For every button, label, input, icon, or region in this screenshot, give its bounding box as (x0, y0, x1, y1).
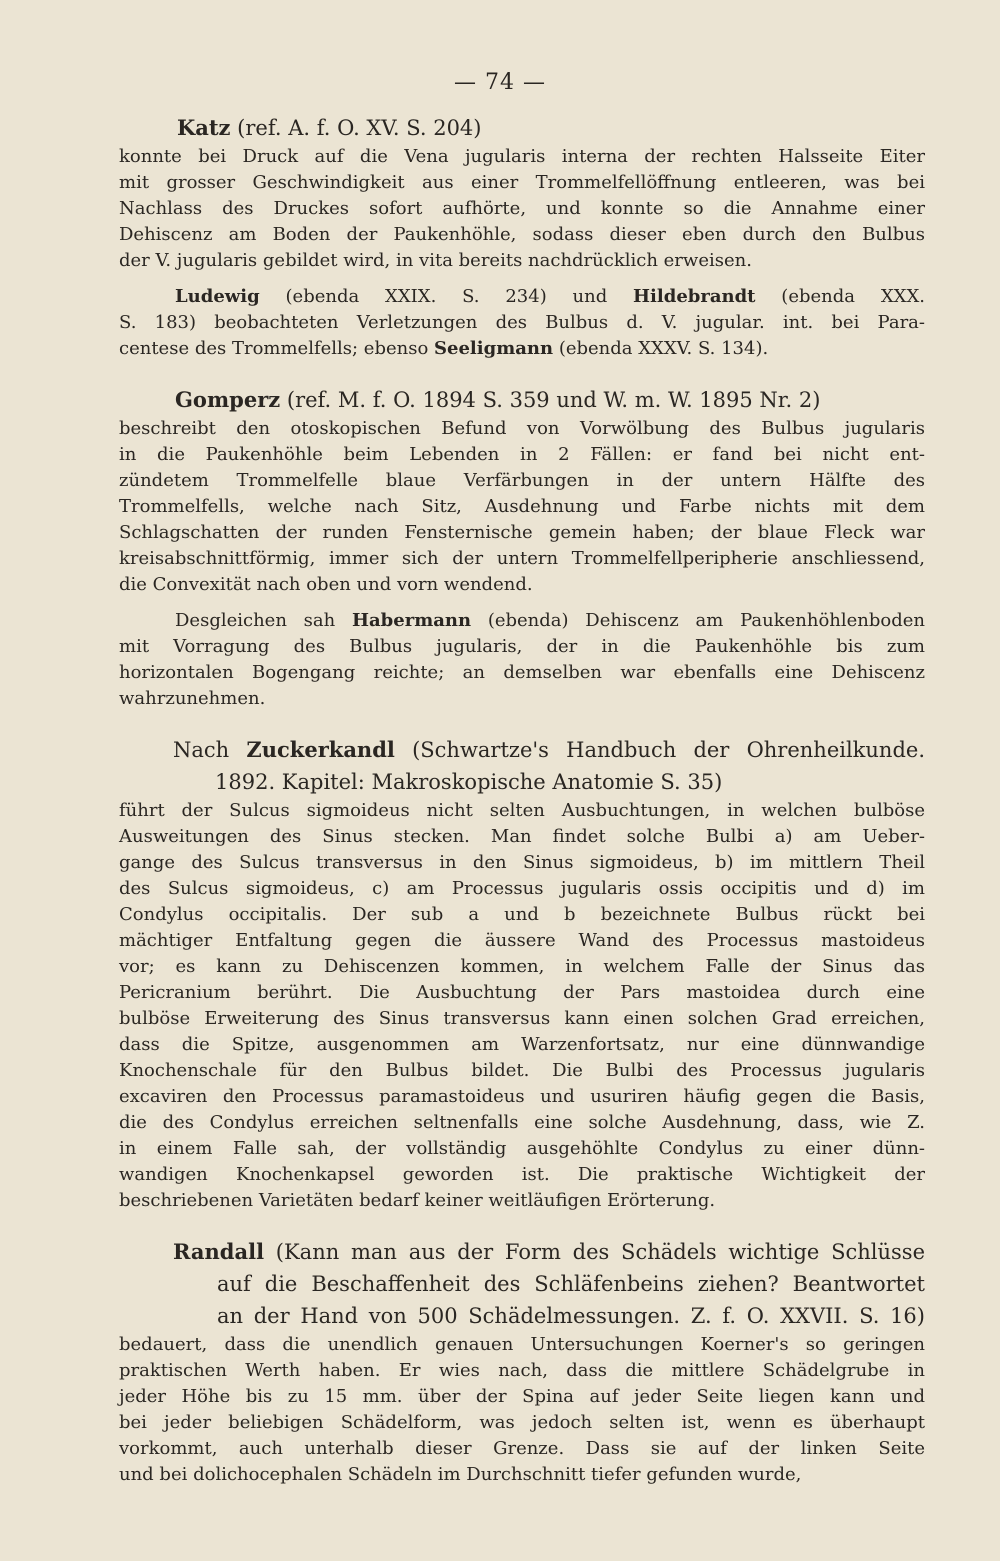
text-run: zündetem Trommelfelle blaue Verfärbungen in der untern Hälfte des (119, 470, 925, 491)
text-line (119, 1058, 925, 1084)
text-run: des Sulcus sigmoideus, c) am Processus jugularis ossis occipitis und d) im (119, 878, 925, 899)
text-line (119, 170, 925, 196)
text-line (119, 520, 925, 546)
author-name: Seeligmann (434, 338, 554, 359)
text-line (119, 1006, 925, 1032)
text-run: der V. jugularis gebildet wird, in vita bereits nachdrücklich erweisen. (119, 250, 752, 271)
text-line (119, 980, 925, 1006)
author-name: Habermann (352, 610, 472, 631)
text-run: wahrzunehmen. (119, 688, 266, 709)
text-run: centese des Trommelfells; ebenso (119, 338, 435, 359)
text-run: konnte bei Druck auf die Vena jugularis interna der rechten Halsseite Eiter (119, 146, 925, 167)
text-line (119, 310, 925, 336)
paragraph-spacer (119, 274, 925, 284)
text-run: (ref. M. f. O. 1894 S. 359 und W. m. W. 1895 Nr. 2) (280, 388, 821, 412)
text-line (119, 222, 925, 248)
author-name: Randall (173, 1239, 265, 1264)
text-run: Ausweitungen des Sinus stecken. Man findet solche Bulbi a) am Ueber- (119, 826, 925, 847)
author-name: Hildebrandt (633, 286, 756, 307)
text-run: praktischen Werth haben. Er wies nach, dass die mittlere Schädelgrube in (119, 1360, 925, 1381)
text-run: mit Vorragung des Bulbus jugularis, der in die Paukenhöhle bis zum (119, 636, 925, 657)
text-line (119, 876, 925, 902)
text-line (119, 608, 925, 634)
text-run: Knochenschale für den Bulbus bildet. Die Bulbi des Processus jugularis (119, 1060, 925, 1081)
text-run: kreisabschnittförmig, immer sich der untern Trommelfellperipherie anschliessend, (119, 548, 925, 569)
text-line (119, 572, 925, 598)
text-run: excaviren den Processus paramastoideus und usuriren häufig gegen die Basis, (119, 1086, 925, 1107)
text-line (119, 336, 925, 362)
text-line (119, 686, 925, 712)
text-run: (Schwartze's Handbuch der Ohrenheilkunde. (394, 738, 926, 762)
entry-heading (119, 1268, 925, 1300)
text-line (119, 546, 925, 572)
text-run: vorkommt, auch unterhalb dieser Grenze. Dass sie auf der linken Seite (119, 1438, 925, 1459)
text-run: Condylus occipitalis. Der sub a und b bezeichnete Bulbus rückt bei (119, 904, 925, 925)
entry-heading (119, 112, 925, 144)
text-line (119, 928, 925, 954)
entry-heading (119, 1300, 925, 1332)
text-run: jeder Höhe bis zu 15 mm. über der Spina auf jeder Seite liegen kann und (119, 1386, 925, 1407)
text-run: S. 183) beobachteten Verletzungen des Bulbus d. V. jugular. int. bei Para- (119, 312, 925, 333)
text-line (119, 1436, 925, 1462)
body-text (119, 112, 925, 1488)
text-run: (ref. A. f. O. XV. S. 204) (230, 116, 482, 140)
page-number: — 74 — (454, 70, 546, 95)
text-run: (Kann man aus der Form des Schädels wichtige Schlüsse (264, 1240, 925, 1264)
text-run: 1892. Kapitel: Makroskopische Anatomie S. 35) (215, 770, 723, 794)
text-line (119, 1384, 925, 1410)
text-line (119, 660, 925, 686)
text-line (119, 1084, 925, 1110)
entry-heading (119, 384, 925, 416)
text-run: bei jeder beliebigen Schädelform, was jedoch selten ist, wenn es überhaupt (119, 1412, 925, 1433)
text-line (119, 902, 925, 928)
text-run: bedauert, dass die unendlich genauen Untersuchungen Koerner's so geringen (119, 1334, 925, 1355)
text-run: horizontalen Bogengang reichte; an demselben war ebenfalls eine Dehiscenz (119, 662, 925, 683)
paragraph-spacer (119, 1214, 925, 1236)
text-line (119, 1462, 925, 1488)
text-run: Nachlass des Druckes sofort aufhörte, und konnte so die Annahme einer (119, 198, 925, 219)
author-name: Ludewig (175, 286, 260, 307)
text-line (119, 1358, 925, 1384)
text-run: mächtiger Entfaltung gegen die äussere Wand des Processus mastoideus (119, 930, 925, 951)
text-line (119, 1188, 925, 1214)
text-line (119, 248, 925, 274)
text-run: mit grosser Geschwindigkeit aus einer Trommelfellöffnung entleeren, was bei (119, 172, 925, 193)
author-name: Katz (177, 115, 231, 140)
author-name: Gomperz (175, 387, 281, 412)
text-line (119, 1162, 925, 1188)
text-line (119, 468, 925, 494)
text-line (119, 494, 925, 520)
text-line (119, 1410, 925, 1436)
text-run: beschriebenen Varietäten bedarf keiner weitläufigen Erörterung. (119, 1190, 716, 1211)
text-run: an der Hand von 500 Schädelmessungen. Z. f. O. XXVII. S. 16) (217, 1304, 925, 1328)
text-run: (ebenda) Dehiscenz am Paukenhöhlenboden (471, 610, 925, 631)
text-line (119, 1110, 925, 1136)
text-line (119, 954, 925, 980)
entry-heading (119, 1236, 925, 1268)
text-run: Trommelfells, welche nach Sitz, Ausdehnung und Farbe nichts mit dem (119, 496, 925, 517)
text-run: wandigen Knochenkapsel geworden ist. Die praktische Wichtigkeit der (119, 1164, 925, 1185)
text-line (119, 1136, 925, 1162)
text-run: dass die Spitze, ausgenommen am Warzenfortsatz, nur eine dünnwandige (119, 1034, 925, 1055)
text-run: beschreibt den otoskopischen Befund von Vorwölbung des Bulbus jugularis (119, 418, 925, 439)
text-line (119, 850, 925, 876)
text-run: Schlagschatten der runden Fensternische gemein haben; der blaue Fleck war (119, 522, 925, 543)
text-run: (ebenda XXX. (755, 286, 925, 307)
text-run: in die Paukenhöhle beim Lebenden in 2 Fällen: er fand bei nicht ent- (119, 444, 925, 465)
text-line (119, 284, 925, 310)
text-run: (ebenda XXXV. S. 134). (553, 338, 769, 359)
text-run: Desgleichen sah (175, 610, 352, 631)
text-run: vor; es kann zu Dehiscenzen kommen, in welchem Falle der Sinus das (119, 956, 925, 977)
text-run: Pericranium berührt. Die Ausbuchtung der Pars mastoidea durch eine (119, 982, 925, 1003)
author-name: Zuckerkandl (246, 737, 395, 762)
paragraph-spacer (119, 598, 925, 608)
text-line (119, 144, 925, 170)
text-line (119, 442, 925, 468)
paragraph-spacer (119, 712, 925, 734)
text-run: und bei dolichocephalen Schädeln im Durchschnitt tiefer gefunden wurde, (119, 1464, 802, 1485)
text-run: in einem Falle sah, der vollständig ausgehöhlte Condylus zu einer dünn- (119, 1138, 925, 1159)
text-run: (ebenda XXIX. S. 234) und (259, 286, 634, 307)
text-line (119, 824, 925, 850)
text-line (119, 634, 925, 660)
text-line (119, 1032, 925, 1058)
text-run: gange des Sulcus transversus in den Sinus sigmoideus, b) im mittlern Theil (119, 852, 925, 873)
text-run: bulböse Erweiterung des Sinus transversus kann einen solchen Grad erreichen, (119, 1008, 925, 1029)
text-run: die Convexität nach oben und vorn wendend. (119, 574, 533, 595)
text-run: Nach (173, 738, 247, 762)
text-run: die des Condylus erreichen seltnenfalls eine solche Ausdehnung, dass, wie Z. (119, 1112, 925, 1133)
entry-heading (119, 766, 925, 798)
text-run: Dehiscenz am Boden der Paukenhöhle, sodass dieser eben durch den Bulbus (119, 224, 925, 245)
text-line (119, 1332, 925, 1358)
paragraph-spacer (119, 362, 925, 384)
text-line (119, 416, 925, 442)
text-line (119, 196, 925, 222)
text-run: führt der Sulcus sigmoideus nicht selten Ausbuchtungen, in welchen bulböse (119, 800, 925, 821)
text-line (119, 798, 925, 824)
text-run: auf die Beschaffenheit des Schläfenbeins ziehen? Beantwortet (217, 1272, 925, 1296)
entry-heading (119, 734, 925, 766)
